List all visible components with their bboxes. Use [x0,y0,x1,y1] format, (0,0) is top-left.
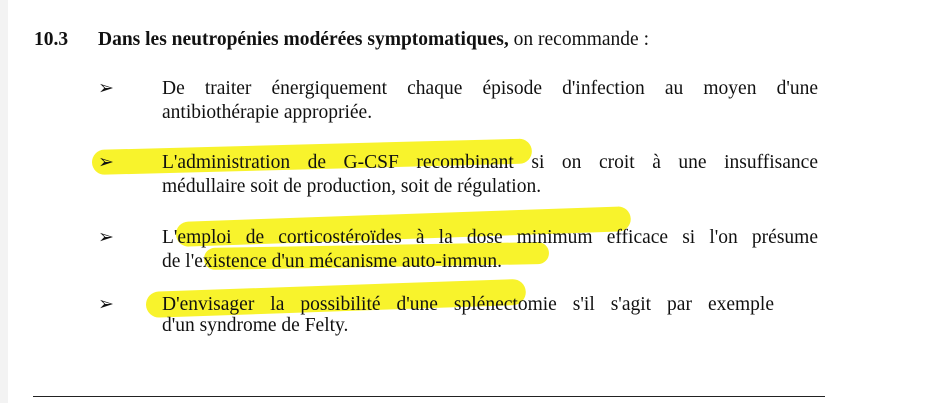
list-item-text [162,151,818,199]
list-item-text [162,226,818,274]
arrow-bullet-icon: ➢ [98,227,114,248]
section-heading-bold: Dans les neutropénies modérées symptomatiques, [98,29,509,50]
list-item-line: L'emploi de corticostéroïdes à la dose minimum efficace si l'on présume [162,227,818,248]
list-item-text [162,293,774,335]
list-item-line: De traiter énergiquement chaque épisode d'infection au moyen d'une [162,78,818,99]
document-page [8,0,937,403]
list-item-line: médullaire soit de production, soit de régulation. [162,176,542,197]
section-number: 10.3 [34,29,69,50]
horizontal-rule [33,396,825,397]
section-heading-rest: on recommande : [508,29,650,50]
list-item-line: de l'existence d'un mécanisme auto-immun. [162,251,503,272]
arrow-bullet-icon: ➢ [98,152,114,173]
section-heading [98,29,649,51]
list-item-line: d'un syndrome de Felty. [162,315,349,336]
list-item-text [162,77,818,125]
arrow-bullet-icon: ➢ [98,294,114,315]
list-item-line: antibiothérapie appropriée. [162,102,373,123]
arrow-bullet-icon: ➢ [98,78,114,99]
list-item-line: D'envisager la possibilité d'une splénectomie s'il s'agit par exemple [162,294,774,315]
list-item-line: L'administration de G-CSF recombinant si on croit à une insuffisance [162,152,818,173]
